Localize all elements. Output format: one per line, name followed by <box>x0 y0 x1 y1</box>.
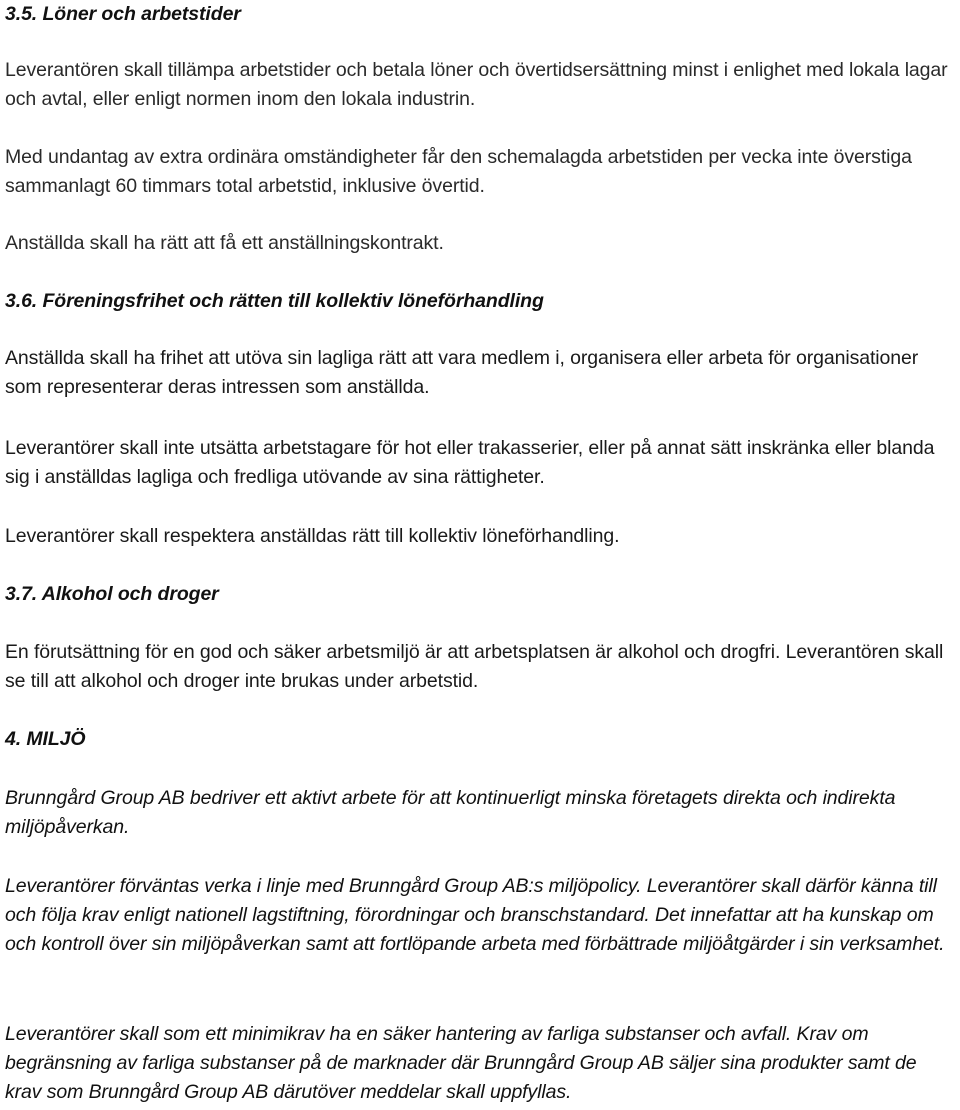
section-3-7-title: 3.7. Alkohol och droger <box>5 583 219 605</box>
section-3-5-paragraph-2: Med undantag av extra ordinära omständigheter får den schemalagda arbetstiden per vecka inte överstiga sammanlagt 60 timmars total arbetstid, inklusive övertid. <box>5 146 912 197</box>
section-3-6-title: 3.6. Föreningsfrihet och rätten till kollektiv löneförhandling <box>5 290 544 312</box>
section-3-6-paragraph-3: Leverantörer skall respektera anställdas rätt till kollektiv löneförhandling. <box>5 525 620 547</box>
section-4-paragraph-3: Leverantörer skall som ett minimikrav ha en säker hantering av farliga substanser och avfall. Krav om begränsning av farliga substanser på de marknader där Brunngård Group AB säljer sina produkter samt de krav som Brunngård Group AB därutöver meddelar skall uppfyllas. <box>5 1023 917 1103</box>
section-3-6-paragraph-1: Anställda skall ha frihet att utöva sin lagliga rätt att vara medlem i, organisera eller arbeta för organisationer som representerar deras intressen som anställda. <box>5 347 919 398</box>
section-3-5-paragraph-3: Anställda skall ha rätt att få ett anställningskontrakt. <box>5 232 444 254</box>
section-3-5-paragraph-1: Leverantören skall tillämpa arbetstider och betala löner och övertidsersättning minst i enlighet med lokala lagar och avtal, eller enligt normen inom den lokala industrin. <box>5 59 948 110</box>
section-3-7-paragraph-1: En förutsättning för en god och säker arbetsmiljö är att arbetsplatsen är alkohol och drogfri. Leverantören skall se till att alkohol och droger inte brukas under arbetstid. <box>5 641 944 692</box>
section-3-6-paragraph-2: Leverantörer skall inte utsätta arbetstagare för hot eller trakasserier, eller på annat sätt inskränka eller blanda sig i anställdas lagliga och fredliga utövande av sina rättigheter. <box>5 437 935 488</box>
section-4-paragraph-2: Leverantörer förväntas verka i linje med Brunngård Group AB:s miljöpolicy. Leverantörer skall därför känna till och följa krav enligt nationell lagstiftning, förordningar och branschstandard. Det innefattar att ha kunskap om och kontroll över sin miljöpåverkan samt att fortlöpande arbeta med förbättrade miljöåtgärder i sin verksamhet. <box>5 875 945 955</box>
section-3-5-title: 3.5. Löner och arbetstider <box>5 3 241 25</box>
section-4-title: 4. MILJÖ <box>5 728 86 750</box>
section-4-paragraph-1: Brunngård Group AB bedriver ett aktivt arbete för att kontinuerligt minska företagets direkta och indirekta miljöpåverkan. <box>5 787 896 838</box>
